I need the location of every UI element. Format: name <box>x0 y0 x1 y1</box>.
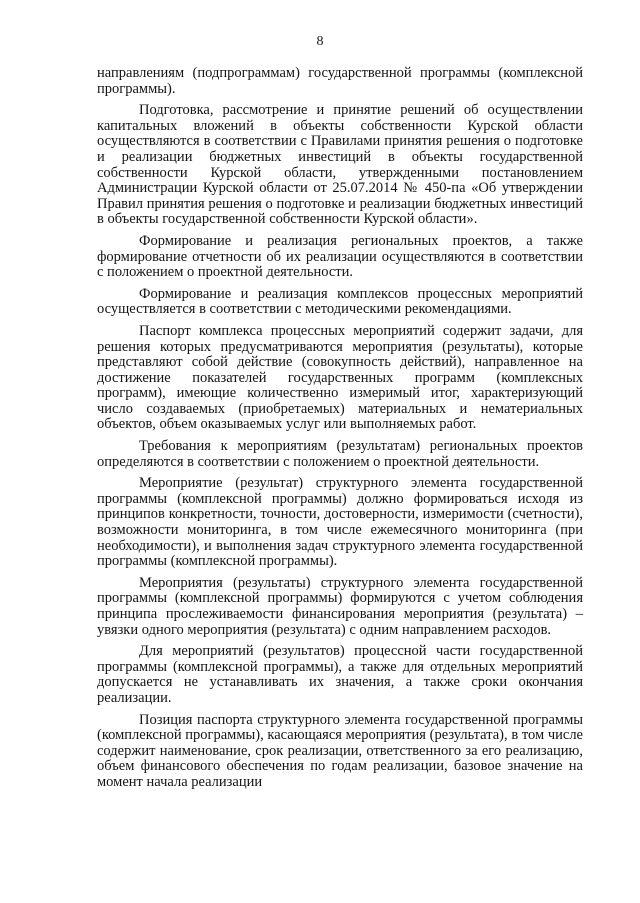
paragraph-continuation: направлениям (подпрограммам) государственной программы (комплексной программы). <box>97 65 583 97</box>
page-number: 8 <box>316 34 324 49</box>
paragraph-process-part: Для мероприятий (результатов) процессной части государственной программы (комплексной программы), а также для отдельных мероприятий допускается не устанавливать их значения, а также сроки окончания реализации. <box>97 643 583 706</box>
paragraph-passport-position: Позиция паспорта структурного элемента государственной программы (комплексной программы), касающаяся мероприятия (результата), в том числе содержит наименование, срок реализации, ответственного за его реализацию, объем финансового обеспечения по годам реализации, базовое значение на момент начала реализации <box>97 711 583 790</box>
paragraph-traceability: Мероприятия (результаты) структурного элемента государственной программы (комплексной программы) формируются с учетом соблюдения принципа прослеживаемости финансирования мероприятия (результата) – увязки одного мероприятия (результата) с одним направлением расходов. <box>97 574 583 638</box>
paragraph-regional-requirements: Требования к мероприятиям (результатам) региональных проектов определяются в соответствии с положением о проектной деятельности. <box>97 438 583 470</box>
paragraph-process-complexes: Формирование и реализация комплексов процессных мероприятий осуществляется в соответствии с методическими рекомендациями. <box>97 285 583 318</box>
paragraph-regional-projects: Формирование и реализация региональных проектов, а также формирование отчетности об их реализации осуществляются в соответствии с положением о проектной деятельности. <box>97 232 583 281</box>
paragraph-complex-passport: Паспорт комплекса процессных мероприятий содержит задачи, для решения которых предусматриваются мероприятия (результаты), которые представляют собой действие (совокупность действий), направленное на достижение показателей государственных программ (комплексных программ), имеющие количественно измеримый итог, характеризующий число создаваемых (приобретаемых) материальных и нематериальных объектов, объем оказываемых услуг или выполняемых работ. <box>97 322 583 433</box>
paragraph-capital-investments: Подготовка, рассмотрение и принятие решений об осуществлении капитальных вложений в объекты собственности Курской области осуществляются в соответствии с Правилами принятия решения о подготовке и реализации бюджетных инвестиций в объекты государственной собственности Курской области, утвержденными постановлением Администрации Курской области от 25.07.2014 № 450-па «Об утверждении Правил принятия решения о подготовке и реализации бюджетных инвестиций в объекты государственной собственности Курской области». <box>97 102 583 228</box>
document-body <box>97 66 583 797</box>
paragraph-measure-principles: Мероприятие (результат) структурного элемента государственной программы (комплексной программы) должно формироваться исходя из принципов конкретности, точности, достоверности, измеримости (счетности), возможности мониторинга, в том числе ежемесячного мониторинга (при необходимости), и выполнения задач структурного элемента государственной программы (комплексной программы). <box>97 475 583 570</box>
